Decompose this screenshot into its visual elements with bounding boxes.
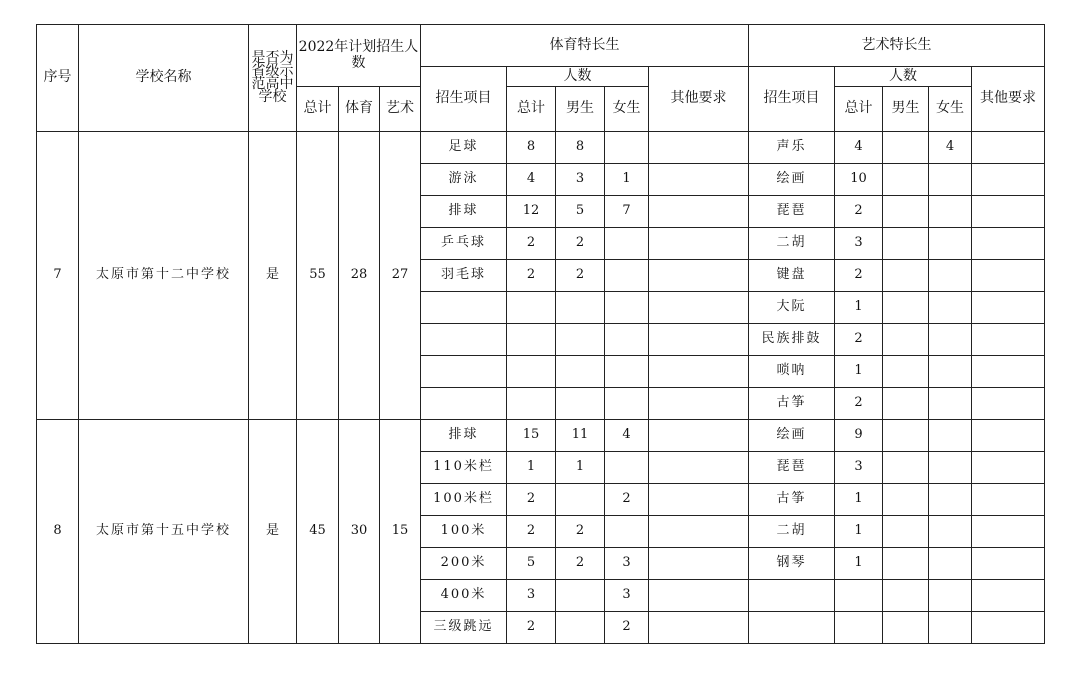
header-seq: 序号 <box>37 25 79 132</box>
arts-total: 1 <box>835 356 883 388</box>
sports-other <box>649 516 749 548</box>
header-arts-other: 其他要求 <box>972 67 1045 132</box>
arts-other <box>972 260 1045 292</box>
sports-project: 三级跳远 <box>421 612 507 644</box>
arts-male <box>883 292 929 324</box>
arts-project: 唢呐 <box>749 356 835 388</box>
arts-female <box>929 548 972 580</box>
arts-total: 2 <box>835 196 883 228</box>
school-name: 太原市第十二中学校 <box>79 132 249 420</box>
sports-project: 乒乓球 <box>421 228 507 260</box>
sports-female <box>605 228 649 260</box>
header-arts-female: 女生 <box>929 87 972 132</box>
sports-project: 110米栏 <box>421 452 507 484</box>
sports-total: 12 <box>507 196 556 228</box>
sports-project <box>421 388 507 420</box>
sports-male: 2 <box>556 260 605 292</box>
arts-male <box>883 420 929 452</box>
sports-total: 2 <box>507 516 556 548</box>
sports-project: 400米 <box>421 580 507 612</box>
table-row <box>37 132 1045 164</box>
enrollment-table <box>36 24 1045 644</box>
arts-female <box>929 420 972 452</box>
arts-other <box>972 580 1045 612</box>
arts-project: 二胡 <box>749 228 835 260</box>
arts-female <box>929 324 972 356</box>
sports-total: 4 <box>507 164 556 196</box>
arts-male <box>883 612 929 644</box>
arts-other <box>972 196 1045 228</box>
sports-male: 8 <box>556 132 605 164</box>
arts-male <box>883 260 929 292</box>
arts-total: 1 <box>835 292 883 324</box>
arts-total: 2 <box>835 388 883 420</box>
sports-other <box>649 612 749 644</box>
arts-female <box>929 228 972 260</box>
header-sports-male: 男生 <box>556 87 605 132</box>
header-sports-other: 其他要求 <box>649 67 749 132</box>
arts-female <box>929 612 972 644</box>
arts-total: 10 <box>835 164 883 196</box>
arts-project: 键盘 <box>749 260 835 292</box>
arts-project: 绘画 <box>749 164 835 196</box>
arts-other <box>972 452 1045 484</box>
arts-project: 二胡 <box>749 516 835 548</box>
sports-total: 2 <box>507 228 556 260</box>
sports-other <box>649 580 749 612</box>
header-arts-project: 招生项目 <box>749 67 835 132</box>
sports-male <box>556 484 605 516</box>
sports-male <box>556 580 605 612</box>
plan-sport: 28 <box>339 132 380 420</box>
arts-male <box>883 580 929 612</box>
arts-female: 4 <box>929 132 972 164</box>
sports-female <box>605 324 649 356</box>
header-sports-female: 女生 <box>605 87 649 132</box>
sports-female: 2 <box>605 484 649 516</box>
header-plan-art: 艺术 <box>380 87 421 132</box>
arts-male <box>883 484 929 516</box>
sports-total: 1 <box>507 452 556 484</box>
header-sports-count: 人数 <box>507 67 649 87</box>
arts-total: 9 <box>835 420 883 452</box>
arts-male <box>883 452 929 484</box>
sports-male <box>556 612 605 644</box>
arts-other <box>972 612 1045 644</box>
sports-total: 3 <box>507 580 556 612</box>
sports-total: 2 <box>507 484 556 516</box>
arts-total: 1 <box>835 516 883 548</box>
sports-female <box>605 260 649 292</box>
header-arts-total: 总计 <box>835 87 883 132</box>
header-arts-section: 艺术特长生 <box>749 25 1045 67</box>
header-plan-total: 总计 <box>297 87 339 132</box>
sports-project: 200米 <box>421 548 507 580</box>
sports-female: 3 <box>605 580 649 612</box>
header-sports-section: 体育特长生 <box>421 25 749 67</box>
sports-male: 2 <box>556 516 605 548</box>
arts-female <box>929 260 972 292</box>
header-model-school: 是否为省级示范高中学校 <box>249 25 297 132</box>
plan-total: 45 <box>297 420 339 644</box>
sports-total <box>507 356 556 388</box>
arts-total: 4 <box>835 132 883 164</box>
arts-other <box>972 132 1045 164</box>
sports-male <box>556 356 605 388</box>
plan-total: 55 <box>297 132 339 420</box>
sports-male <box>556 388 605 420</box>
arts-project: 古筝 <box>749 484 835 516</box>
arts-total: 3 <box>835 228 883 260</box>
sports-other <box>649 324 749 356</box>
sports-male: 1 <box>556 452 605 484</box>
sports-other <box>649 228 749 260</box>
sports-female: 1 <box>605 164 649 196</box>
arts-total: 3 <box>835 452 883 484</box>
sports-other <box>649 484 749 516</box>
header-arts-male: 男生 <box>883 87 929 132</box>
arts-project: 绘画 <box>749 420 835 452</box>
sports-other <box>649 388 749 420</box>
sports-female <box>605 452 649 484</box>
arts-total <box>835 612 883 644</box>
arts-female <box>929 484 972 516</box>
arts-project <box>749 612 835 644</box>
sports-female <box>605 292 649 324</box>
header-sports-total: 总计 <box>507 87 556 132</box>
plan-art: 27 <box>380 132 421 420</box>
sports-other <box>649 292 749 324</box>
arts-male <box>883 516 929 548</box>
sports-other <box>649 356 749 388</box>
sports-project: 排球 <box>421 420 507 452</box>
sports-male: 2 <box>556 548 605 580</box>
sports-project: 100米栏 <box>421 484 507 516</box>
arts-project: 古筝 <box>749 388 835 420</box>
sports-male <box>556 292 605 324</box>
arts-project: 琵琶 <box>749 452 835 484</box>
arts-other <box>972 356 1045 388</box>
sports-female <box>605 388 649 420</box>
sports-project: 排球 <box>421 196 507 228</box>
arts-other <box>972 484 1045 516</box>
arts-total: 1 <box>835 484 883 516</box>
model-school-flag: 是 <box>249 420 297 644</box>
arts-other <box>972 292 1045 324</box>
arts-project <box>749 580 835 612</box>
sports-total <box>507 324 556 356</box>
sports-project: 足球 <box>421 132 507 164</box>
school-name: 太原市第十五中学校 <box>79 420 249 644</box>
sports-male: 5 <box>556 196 605 228</box>
header-school-name: 学校名称 <box>79 25 249 132</box>
arts-total: 1 <box>835 548 883 580</box>
sports-male: 3 <box>556 164 605 196</box>
sports-project <box>421 292 507 324</box>
arts-project: 大阮 <box>749 292 835 324</box>
sports-other <box>649 260 749 292</box>
arts-male <box>883 388 929 420</box>
table-row <box>37 420 1045 452</box>
arts-male <box>883 324 929 356</box>
sports-male: 11 <box>556 420 605 452</box>
arts-female <box>929 580 972 612</box>
sports-female: 7 <box>605 196 649 228</box>
school-seq: 7 <box>37 132 79 420</box>
sports-total: 8 <box>507 132 556 164</box>
arts-male <box>883 356 929 388</box>
model-school-flag: 是 <box>249 132 297 420</box>
arts-female <box>929 292 972 324</box>
sports-total: 5 <box>507 548 556 580</box>
sports-other <box>649 196 749 228</box>
sports-male <box>556 324 605 356</box>
arts-other <box>972 516 1045 548</box>
sports-total <box>507 292 556 324</box>
school-seq: 8 <box>37 420 79 644</box>
arts-other <box>972 324 1045 356</box>
sports-project: 100米 <box>421 516 507 548</box>
arts-project: 琵琶 <box>749 196 835 228</box>
arts-total <box>835 580 883 612</box>
arts-female <box>929 388 972 420</box>
arts-total: 2 <box>835 260 883 292</box>
plan-sport: 30 <box>339 420 380 644</box>
sports-project: 羽毛球 <box>421 260 507 292</box>
arts-male <box>883 164 929 196</box>
sports-total: 2 <box>507 260 556 292</box>
sports-female: 3 <box>605 548 649 580</box>
sports-project <box>421 356 507 388</box>
arts-project: 民族排鼓 <box>749 324 835 356</box>
sports-female <box>605 132 649 164</box>
header-plan-title: 2022年计划招生人数 <box>297 25 421 87</box>
arts-other <box>972 164 1045 196</box>
sports-male: 2 <box>556 228 605 260</box>
arts-male <box>883 132 929 164</box>
arts-male <box>883 196 929 228</box>
sports-other <box>649 548 749 580</box>
header-plan-sport: 体育 <box>339 87 380 132</box>
sports-other <box>649 452 749 484</box>
sports-project: 游泳 <box>421 164 507 196</box>
arts-male <box>883 548 929 580</box>
header-arts-count: 人数 <box>835 67 972 87</box>
arts-other <box>972 388 1045 420</box>
arts-female <box>929 516 972 548</box>
sports-total: 2 <box>507 612 556 644</box>
arts-total: 2 <box>835 324 883 356</box>
sports-female <box>605 516 649 548</box>
sports-other <box>649 132 749 164</box>
sports-female: 4 <box>605 420 649 452</box>
sports-project <box>421 324 507 356</box>
sports-total <box>507 388 556 420</box>
sports-other <box>649 420 749 452</box>
sports-total: 15 <box>507 420 556 452</box>
sports-female: 2 <box>605 612 649 644</box>
header-sports-project: 招生项目 <box>421 67 507 132</box>
arts-female <box>929 452 972 484</box>
arts-other <box>972 548 1045 580</box>
sports-other <box>649 164 749 196</box>
arts-male <box>883 228 929 260</box>
arts-project: 声乐 <box>749 132 835 164</box>
arts-project: 钢琴 <box>749 548 835 580</box>
arts-other <box>972 228 1045 260</box>
arts-female <box>929 356 972 388</box>
arts-female <box>929 164 972 196</box>
arts-other <box>972 420 1045 452</box>
arts-female <box>929 196 972 228</box>
plan-art: 15 <box>380 420 421 644</box>
sports-female <box>605 356 649 388</box>
